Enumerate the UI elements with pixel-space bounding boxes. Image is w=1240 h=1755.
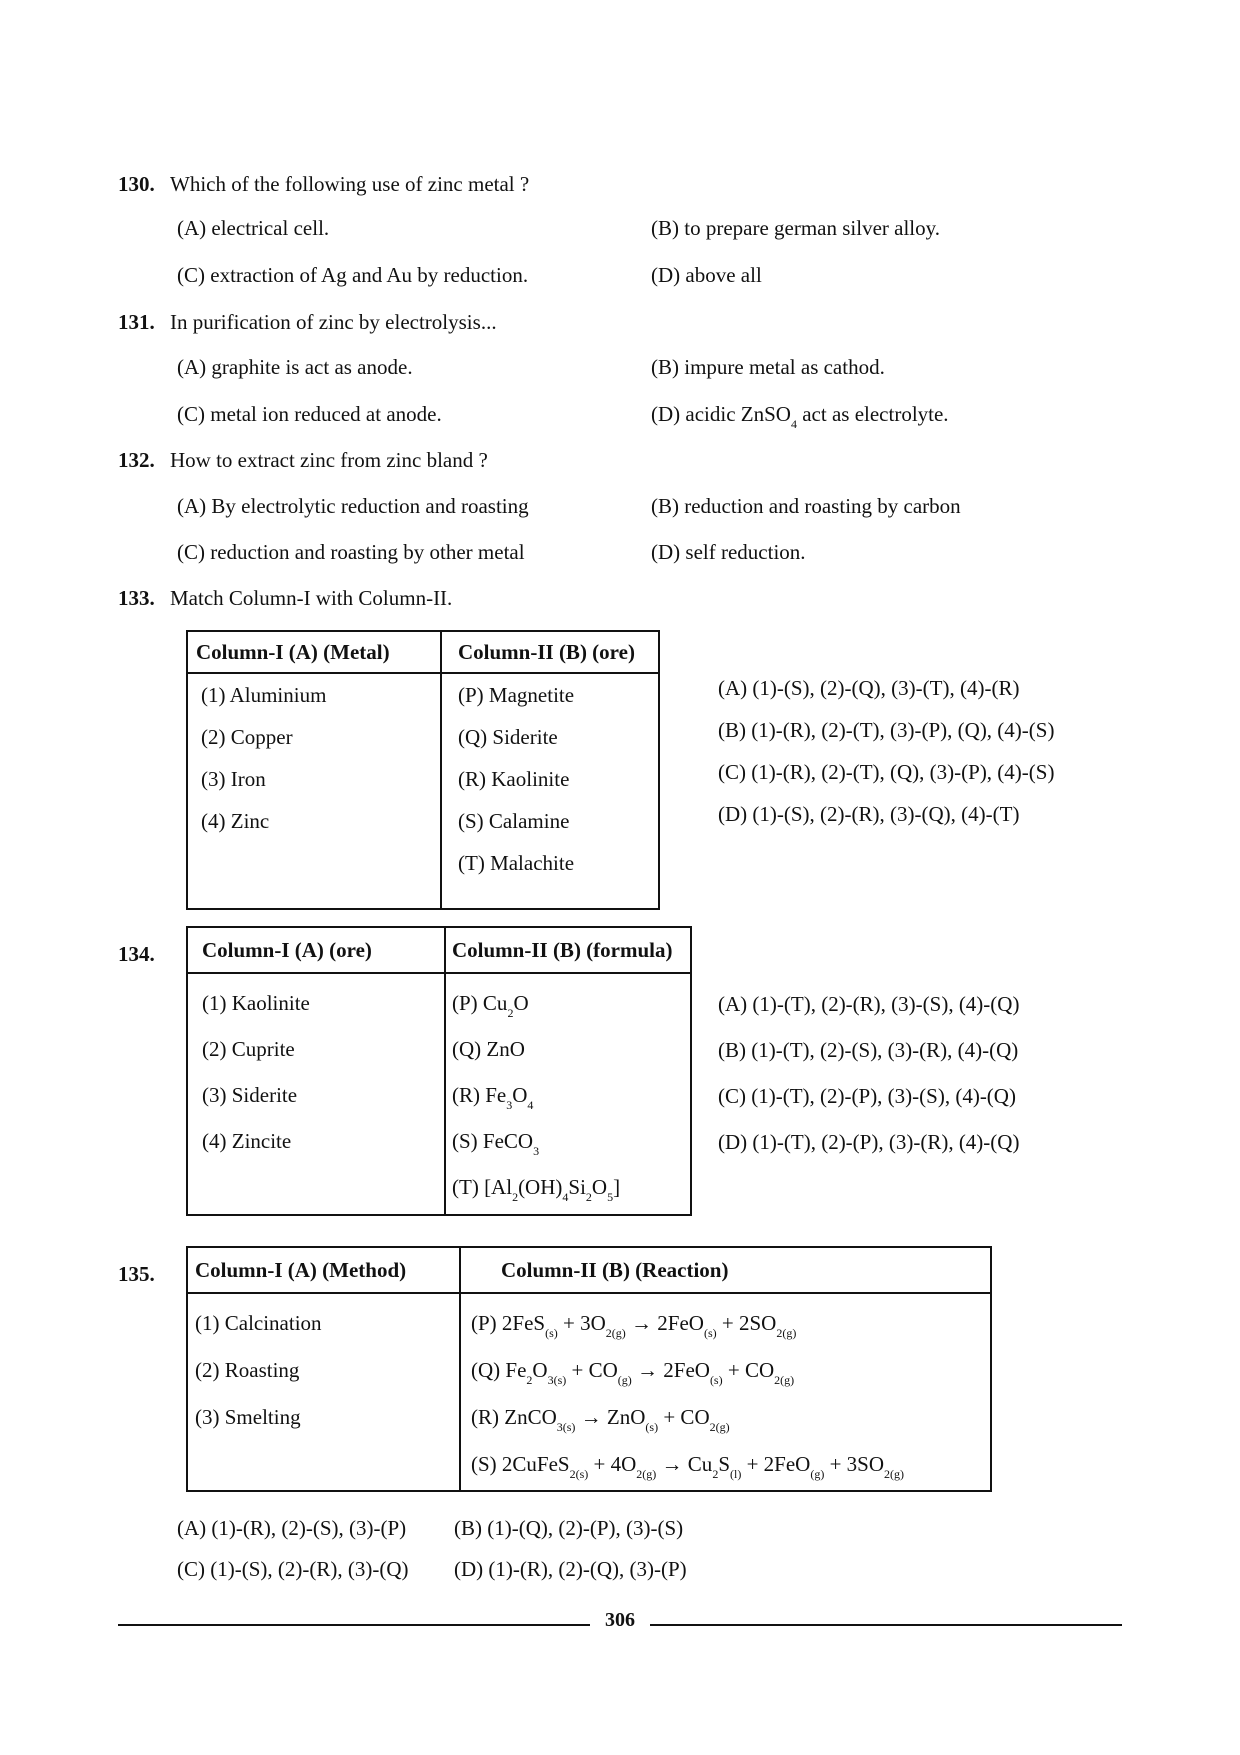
match-table-133	[186, 630, 660, 910]
list-item: (3) Smelting	[195, 1405, 301, 1429]
reaction-q: (Q) $Fe_2O_{3(s)} + CO_{(g)} \to 2FeO_{(s)} + CO_{2(g)}$	[471, 1358, 795, 1387]
reaction-s: (S) 2CuFeS$_{2(s)}$ + $4O_{2(g)} \to Cu_2S_{(l)} + 2FeO_{(g)} + 3SO_{2(g)}$	[471, 1452, 905, 1481]
question-132	[118, 448, 488, 473]
arrow-icon: →	[580, 1405, 602, 1429]
column-header: Column-II (B) (ore)	[441, 631, 659, 673]
reaction-p: (P) $2FeS_{(s)} + 3O_{2(g)} \to 2FeO_{(s)} + 2SO_{2(g)}$	[471, 1311, 797, 1340]
column-1-cell	[187, 1293, 460, 1491]
option-b: (B) to prepare german silver alloy.	[651, 216, 941, 240]
answer-option-d: (D) (1)-(S), (2)-(R), (3)-(Q), (4)-(T)	[718, 802, 1020, 826]
column-2-cell	[460, 1293, 991, 1491]
list-item: (Q) Siderite	[458, 725, 558, 749]
option-d: (D) above all	[651, 263, 762, 287]
option-b: (B) impure metal as cathod.	[651, 355, 885, 379]
list-item: (4) Zinc	[201, 809, 270, 833]
option-d: (D) self reduction.	[651, 540, 806, 564]
answer-option-c: (C) (1)-(S), (2)-(R), (3)-(Q)	[177, 1557, 409, 1581]
answer-option-a: (A) (1)-(R), (2)-(S), (3)-(P)	[177, 1516, 407, 1540]
answer-option-d: (D) (1)-(T), (2)-(P), (3)-(R), (4)-(Q)	[718, 1130, 1020, 1154]
match-table-134	[186, 926, 692, 1216]
question-text: How to extract zinc from zinc bland ?	[170, 448, 488, 472]
option-c: (C) metal ion reduced at anode.	[177, 402, 442, 426]
list-item: (2) Roasting	[195, 1358, 300, 1382]
question-text: In purification of zinc by electrolysis...	[170, 310, 497, 334]
arrow-icon: →	[631, 1311, 653, 1335]
question-130	[118, 172, 529, 197]
list-item: (R) Kaolinite	[458, 767, 570, 791]
column-1-cell	[187, 673, 441, 909]
option-c: (C) extraction of Ag and Au by reduction.	[177, 263, 529, 287]
list-item: (T) Malachite	[458, 851, 575, 875]
formula-t: (T) $[Al_2(OH)_4Si_2O_5]$	[452, 1175, 621, 1204]
column-2-cell	[445, 973, 691, 1215]
list-item: (1) Calcination	[195, 1311, 322, 1335]
answer-option-b: (B) (1)-(Q), (2)-(P), (3)-(S)	[454, 1516, 684, 1540]
answer-option-c: (C) (1)-(R), (2)-(T), (Q), (3)-(P), (4)-(S)	[718, 760, 1055, 784]
list-item: (1) Kaolinite	[202, 991, 310, 1015]
column-header: Column-I (A) (Metal)	[187, 631, 441, 673]
formula-q: (Q) ZnO	[452, 1037, 525, 1061]
question-131	[118, 310, 497, 335]
page-number: 306	[605, 1609, 635, 1631]
column-1-cell	[187, 973, 445, 1215]
answer-option-d: (D) (1)-(R), (2)-(Q), (3)-(P)	[454, 1557, 687, 1581]
formula-s: (S) FeCO$_3$	[452, 1129, 540, 1158]
column-2-cell	[441, 673, 659, 909]
question-133	[118, 586, 452, 611]
answer-option-a: (A) (1)-(T), (2)-(R), (3)-(S), (4)-(Q)	[718, 992, 1020, 1016]
arrow-icon: →	[637, 1358, 659, 1382]
question-number: 130.	[118, 172, 155, 196]
option-a: (A) electrical cell.	[177, 216, 330, 240]
question-number: 131.	[118, 310, 155, 334]
list-item: (S) Calamine	[458, 809, 570, 833]
answer-option-b: (B) (1)-(T), (2)-(S), (3)-(R), (4)-(Q)	[718, 1038, 1019, 1062]
list-item: (3) Siderite	[202, 1083, 298, 1107]
question-number: 134.	[118, 942, 155, 966]
option-b: (B) reduction and roasting by carbon	[651, 494, 961, 518]
question-text: Which of the following use of zinc metal ?	[170, 172, 530, 196]
footer-rule-right	[650, 1624, 1122, 1626]
answer-option-b: (B) (1)-(R), (2)-(T), (3)-(P), (Q), (4)-(S)	[718, 718, 1055, 742]
option-c: (C) reduction and roasting by other metal	[177, 540, 525, 564]
formula-r: (R) $Fe_3O_4$	[452, 1083, 534, 1112]
footer-rule-left	[118, 1624, 590, 1626]
option-a: (A) graphite is act as anode.	[177, 355, 413, 379]
match-table-135	[186, 1246, 992, 1492]
question-number: 135.	[118, 1262, 155, 1286]
list-item: (2) Cuprite	[202, 1037, 295, 1061]
question-text: Match Column-I with Column-II.	[170, 586, 453, 610]
answer-option-c: (C) (1)-(T), (2)-(P), (3)-(S), (4)-(Q)	[718, 1084, 1016, 1108]
option-d: (D) acidic ZnSO$_4$ act as electrolyte.	[651, 402, 949, 431]
list-item: (P) Magnetite	[458, 683, 575, 707]
question-number: 133.	[118, 586, 155, 610]
column-header: Column-I (A) (Method)	[187, 1247, 460, 1293]
list-item: (4) Zincite	[202, 1129, 292, 1153]
answer-option-a: (A) (1)-(S), (2)-(Q), (3)-(T), (4)-(R)	[718, 676, 1020, 700]
list-item: (1) Aluminium	[201, 683, 327, 707]
list-item: (2) Copper	[201, 725, 293, 749]
option-a: (A) By electrolytic reduction and roasting	[177, 494, 529, 518]
column-header: Column-II (B) (formula)	[445, 927, 691, 973]
column-header: Column-II (B) (Reaction)	[460, 1247, 991, 1293]
reaction-r: (R) ZnCO$_{3(s)}$ → $ZnO_{(s)} + CO_{2(g)}$	[471, 1405, 730, 1434]
column-header: Column-I (A) (ore)	[187, 927, 445, 973]
formula-p: (P) $Cu_2O$	[452, 991, 529, 1020]
arrow-icon: →	[661, 1452, 683, 1476]
list-item: (3) Iron	[201, 767, 266, 791]
question-number: 132.	[118, 448, 155, 472]
